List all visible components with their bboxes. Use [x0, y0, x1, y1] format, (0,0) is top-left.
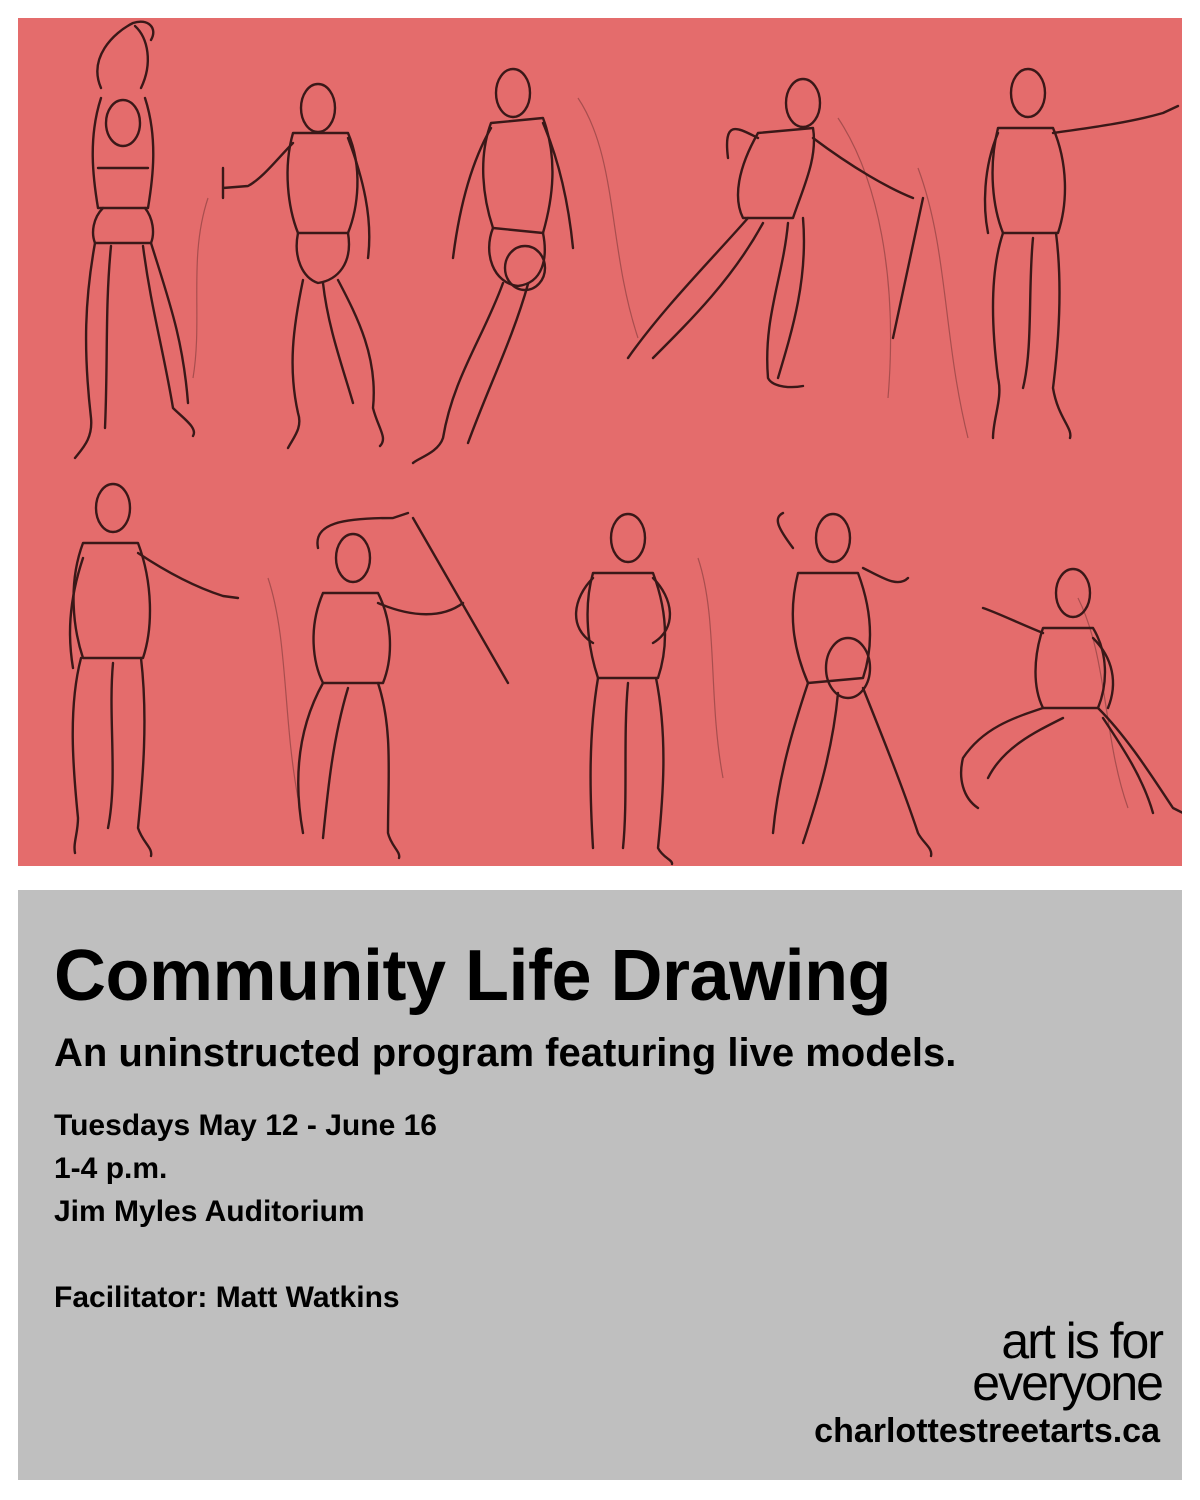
event-details	[54, 1104, 437, 1233]
event-subtitle: An uninstructed program featuring live models.	[54, 1031, 957, 1075]
event-info-panel	[18, 890, 1182, 1480]
website-link[interactable]: charlottestreetarts.ca	[814, 1412, 1160, 1450]
event-facilitator: Facilitator: Matt Watkins	[54, 1281, 400, 1314]
event-location: Jim Myles Auditorium	[54, 1195, 365, 1228]
figure-drawing-artwork	[18, 18, 1182, 866]
sketch-canvas	[18, 18, 1182, 866]
brand-tagline	[972, 1313, 1162, 1411]
event-title: Community Life Drawing	[54, 936, 892, 1016]
art-background	[18, 18, 1182, 866]
tagline-line-1: art is for	[1001, 1313, 1162, 1369]
event-dates: Tuesdays May 12 - June 16	[54, 1109, 437, 1142]
tagline-line-2: everyone	[972, 1355, 1162, 1411]
event-time: 1-4 p.m.	[54, 1152, 168, 1185]
